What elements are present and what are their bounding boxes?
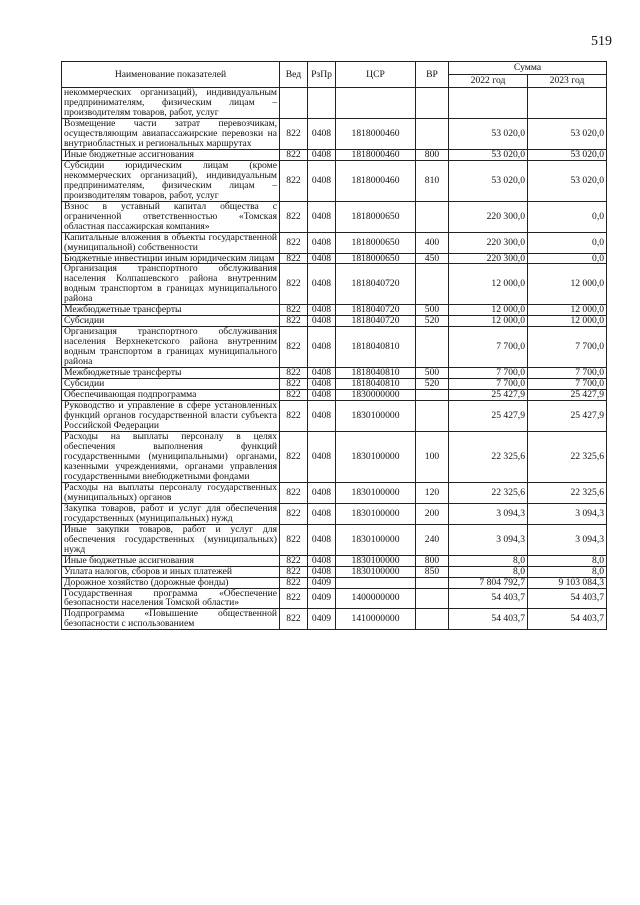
cell-amount-2022: 7 700,0 [449, 379, 528, 390]
cell-rzpr: 0408 [308, 368, 336, 379]
cell-ved: 822 [280, 503, 308, 524]
cell-csr: 1818040720 [336, 316, 416, 327]
cell-amount-2022: 22 325,6 [449, 482, 528, 503]
cell-rzpr: 0408 [308, 253, 336, 264]
cell-amount-2023: 7 700,0 [528, 327, 607, 368]
cell-ved [280, 88, 308, 119]
cell-vr [416, 609, 449, 630]
cell-csr: 1830100000 [336, 401, 416, 432]
cell-amount-2022: 53 020,0 [449, 149, 528, 160]
table-row [62, 160, 607, 201]
cell-name: Организация транспортного обслуживания населения Верхнекетского района внутренним водным транспортом в границах муниципального района [62, 327, 280, 368]
table-row [62, 379, 607, 390]
cell-csr: 1818000650 [336, 232, 416, 253]
cell-csr: 1818000650 [336, 253, 416, 264]
cell-name: Капитальные вложения в объекты государственной (муниципальной) собственности [62, 232, 280, 253]
cell-name: Субсидии юридическим лицам (кроме некоммерческих организаций), индивидуальным предпринимателям, физическим лицам – производителям товаров, работ, услуг [62, 160, 280, 201]
cell-rzpr: 0408 [308, 201, 336, 232]
header-year-2023: 2023 год [528, 75, 607, 88]
table-row [62, 482, 607, 503]
cell-rzpr: 0408 [308, 401, 336, 432]
cell-amount-2023: 9 103 084,3 [528, 577, 607, 588]
cell-amount-2022: 3 094,3 [449, 524, 528, 555]
cell-csr [336, 577, 416, 588]
cell-rzpr: 0408 [308, 379, 336, 390]
cell-csr: 1830100000 [336, 566, 416, 577]
cell-amount-2022: 22 325,6 [449, 431, 528, 482]
cell-csr: 1818000460 [336, 118, 416, 149]
cell-amount-2022: 7 804 792,7 [449, 577, 528, 588]
cell-csr: 1410000000 [336, 609, 416, 630]
cell-vr: 400 [416, 232, 449, 253]
cell-amount-2022: 220 300,0 [449, 232, 528, 253]
cell-name: Обеспечивающая подпрограмма [62, 390, 280, 401]
cell-amount-2023: 12 000,0 [528, 305, 607, 316]
cell-name: Расходы на выплаты персоналу государственных (муниципальных) органов [62, 482, 280, 503]
cell-vr: 500 [416, 305, 449, 316]
cell-ved: 822 [280, 482, 308, 503]
cell-amount-2022: 220 300,0 [449, 201, 528, 232]
cell-rzpr: 0408 [308, 232, 336, 253]
table-row [62, 577, 607, 588]
cell-vr [416, 118, 449, 149]
cell-vr: 240 [416, 524, 449, 555]
cell-rzpr: 0408 [308, 316, 336, 327]
header-csr: ЦСР [336, 62, 416, 88]
cell-csr: 1830100000 [336, 555, 416, 566]
cell-vr [416, 588, 449, 609]
cell-amount-2023: 12 000,0 [528, 316, 607, 327]
cell-csr: 1818040810 [336, 368, 416, 379]
table-row [62, 316, 607, 327]
cell-csr: 1818000650 [336, 201, 416, 232]
cell-ved: 822 [280, 609, 308, 630]
cell-vr: 850 [416, 566, 449, 577]
cell-vr: 520 [416, 316, 449, 327]
cell-amount-2022: 53 020,0 [449, 118, 528, 149]
cell-vr [416, 327, 449, 368]
cell-name: Государственная программа «Обеспечение безопасности населения Томской области» [62, 588, 280, 609]
table-row [62, 431, 607, 482]
cell-amount-2023: 54 403,7 [528, 609, 607, 630]
cell-amount-2023: 8,0 [528, 555, 607, 566]
header-vr: ВР [416, 62, 449, 88]
cell-csr: 1830100000 [336, 482, 416, 503]
cell-ved: 822 [280, 401, 308, 432]
table-row [62, 118, 607, 149]
table-row [62, 149, 607, 160]
cell-rzpr: 0408 [308, 524, 336, 555]
cell-name: Подпрограмма «Повышение общественной безопасности с использованием [62, 609, 280, 630]
table-row [62, 232, 607, 253]
header-row-top [62, 62, 607, 75]
cell-amount-2023: 7 700,0 [528, 379, 607, 390]
cell-amount-2023: 0,0 [528, 232, 607, 253]
cell-ved: 822 [280, 327, 308, 368]
table-row [62, 555, 607, 566]
cell-vr: 800 [416, 555, 449, 566]
cell-csr: 1830100000 [336, 503, 416, 524]
table-row [62, 253, 607, 264]
table-row [62, 390, 607, 401]
header-sum: Сумма [449, 62, 607, 75]
table-row [62, 609, 607, 630]
cell-amount-2023: 53 020,0 [528, 149, 607, 160]
cell-vr [416, 201, 449, 232]
cell-vr: 800 [416, 149, 449, 160]
cell-name: Субсидии [62, 379, 280, 390]
cell-vr [416, 390, 449, 401]
header-ved: Вед [280, 62, 308, 88]
cell-vr: 100 [416, 431, 449, 482]
table-row [62, 305, 607, 316]
table-row [62, 368, 607, 379]
cell-amount-2023: 54 403,7 [528, 588, 607, 609]
cell-csr: 1830000000 [336, 390, 416, 401]
cell-rzpr: 0408 [308, 482, 336, 503]
cell-ved: 822 [280, 253, 308, 264]
cell-ved: 822 [280, 232, 308, 253]
cell-amount-2023: 12 000,0 [528, 264, 607, 305]
cell-amount-2022: 25 427,9 [449, 401, 528, 432]
cell-ved: 822 [280, 566, 308, 577]
cell-rzpr: 0408 [308, 555, 336, 566]
cell-name: Дорожное хозяйство (дорожные фонды) [62, 577, 280, 588]
cell-csr: 1818040810 [336, 327, 416, 368]
cell-amount-2022: 54 403,7 [449, 609, 528, 630]
header-year-2022: 2022 год [449, 75, 528, 88]
cell-amount-2022: 12 000,0 [449, 316, 528, 327]
cell-vr: 500 [416, 368, 449, 379]
table-row [62, 401, 607, 432]
table-row [62, 88, 607, 119]
budget-table [61, 61, 607, 630]
cell-amount-2023: 53 020,0 [528, 160, 607, 201]
table-row [62, 264, 607, 305]
cell-rzpr: 0408 [308, 160, 336, 201]
cell-amount-2022: 53 020,0 [449, 160, 528, 201]
cell-ved: 822 [280, 201, 308, 232]
cell-ved: 822 [280, 118, 308, 149]
cell-ved: 822 [280, 524, 308, 555]
cell-csr: 1818040720 [336, 264, 416, 305]
cell-csr: 1830100000 [336, 431, 416, 482]
cell-amount-2023: 22 325,6 [528, 482, 607, 503]
cell-vr [416, 401, 449, 432]
cell-csr [336, 88, 416, 119]
cell-ved: 822 [280, 379, 308, 390]
cell-csr: 1400000000 [336, 588, 416, 609]
cell-name: Иные закупки товаров, работ и услуг для обеспечения государственных (муниципальных) нужд [62, 524, 280, 555]
cell-rzpr: 0408 [308, 305, 336, 316]
cell-rzpr: 0408 [308, 566, 336, 577]
cell-amount-2022: 8,0 [449, 555, 528, 566]
cell-name: Расходы на выплаты персоналу в целях обеспечения выполнения функций государственными (муниципальными) органами, казенными учреждениями, органами управления государственными внебюджетными фондами [62, 431, 280, 482]
table-row [62, 201, 607, 232]
cell-rzpr: 0408 [308, 327, 336, 368]
cell-ved: 822 [280, 588, 308, 609]
cell-csr: 1818040810 [336, 379, 416, 390]
header-rzpr: РзПр [308, 62, 336, 88]
table-row [62, 327, 607, 368]
cell-ved: 822 [280, 305, 308, 316]
cell-csr: 1818000460 [336, 149, 416, 160]
cell-rzpr: 0409 [308, 609, 336, 630]
cell-ved: 822 [280, 264, 308, 305]
cell-amount-2022: 7 700,0 [449, 368, 528, 379]
cell-amount-2023: 3 094,3 [528, 503, 607, 524]
cell-vr: 120 [416, 482, 449, 503]
cell-amount-2022: 220 300,0 [449, 253, 528, 264]
cell-vr: 810 [416, 160, 449, 201]
cell-name: Взнос в уставный капитал общества с ограниченной ответственностью «Томская областная пассажирская компания» [62, 201, 280, 232]
cell-name: Межбюджетные трансферты [62, 305, 280, 316]
cell-amount-2022: 12 000,0 [449, 264, 528, 305]
cell-amount-2023: 25 427,9 [528, 401, 607, 432]
cell-csr: 1818040720 [336, 305, 416, 316]
cell-ved: 822 [280, 316, 308, 327]
table-row [62, 503, 607, 524]
cell-amount-2022 [449, 88, 528, 119]
cell-ved: 822 [280, 431, 308, 482]
header-name: Наименование показателей [62, 62, 280, 88]
cell-name: Межбюджетные трансферты [62, 368, 280, 379]
cell-amount-2023: 0,0 [528, 201, 607, 232]
table-row [62, 566, 607, 577]
page-number: 519 [591, 34, 612, 49]
cell-amount-2023: 8,0 [528, 566, 607, 577]
cell-rzpr: 0408 [308, 390, 336, 401]
cell-rzpr: 0408 [308, 503, 336, 524]
cell-rzpr: 0409 [308, 588, 336, 609]
cell-amount-2023: 25 427,9 [528, 390, 607, 401]
cell-amount-2022: 7 700,0 [449, 327, 528, 368]
cell-amount-2022: 25 427,9 [449, 390, 528, 401]
cell-rzpr [308, 88, 336, 119]
cell-rzpr: 0408 [308, 264, 336, 305]
cell-vr [416, 577, 449, 588]
cell-amount-2022: 3 094,3 [449, 503, 528, 524]
cell-rzpr: 0408 [308, 149, 336, 160]
table-row [62, 524, 607, 555]
cell-ved: 822 [280, 160, 308, 201]
cell-name: некоммерческих организаций), индивидуальным предпринимателям, физическим лицам – производителям товаров, работ, услуг [62, 88, 280, 119]
cell-amount-2023: 3 094,3 [528, 524, 607, 555]
cell-name: Организация транспортного обслуживания населения Колпашевского района внутренним водным транспортом в границах муниципального района [62, 264, 280, 305]
cell-rzpr: 0408 [308, 431, 336, 482]
cell-name: Уплата налогов, сборов и иных платежей [62, 566, 280, 577]
table-row [62, 588, 607, 609]
cell-name: Иные бюджетные ассигнования [62, 149, 280, 160]
cell-amount-2023 [528, 88, 607, 119]
cell-amount-2023: 0,0 [528, 253, 607, 264]
cell-amount-2022: 12 000,0 [449, 305, 528, 316]
cell-ved: 822 [280, 368, 308, 379]
cell-rzpr: 0408 [308, 118, 336, 149]
cell-csr: 1818000460 [336, 160, 416, 201]
cell-vr: 520 [416, 379, 449, 390]
cell-rzpr: 0409 [308, 577, 336, 588]
cell-vr [416, 88, 449, 119]
cell-amount-2022: 8,0 [449, 566, 528, 577]
cell-vr [416, 264, 449, 305]
cell-amount-2023: 22 325,6 [528, 431, 607, 482]
cell-name: Субсидии [62, 316, 280, 327]
cell-amount-2023: 7 700,0 [528, 368, 607, 379]
cell-ved: 822 [280, 577, 308, 588]
cell-name: Возмещение части затрат перевозчикам, осуществляющим авиапассажирские перевозки на внутриобластных и региональных маршрутах [62, 118, 280, 149]
cell-ved: 822 [280, 149, 308, 160]
table-body [62, 88, 607, 630]
cell-amount-2023: 53 020,0 [528, 118, 607, 149]
cell-ved: 822 [280, 555, 308, 566]
cell-ved: 822 [280, 390, 308, 401]
cell-name: Иные бюджетные ассигнования [62, 555, 280, 566]
cell-vr: 200 [416, 503, 449, 524]
cell-vr: 450 [416, 253, 449, 264]
cell-csr: 1830100000 [336, 524, 416, 555]
cell-name: Закупка товаров, работ и услуг для обеспечения государственных (муниципальных) нужд [62, 503, 280, 524]
cell-amount-2022: 54 403,7 [449, 588, 528, 609]
cell-name: Руководство и управление в сфере установленных функций органов государственной власти субъекта Российской Федерации [62, 401, 280, 432]
cell-name: Бюджетные инвестиции иным юридическим лицам [62, 253, 280, 264]
